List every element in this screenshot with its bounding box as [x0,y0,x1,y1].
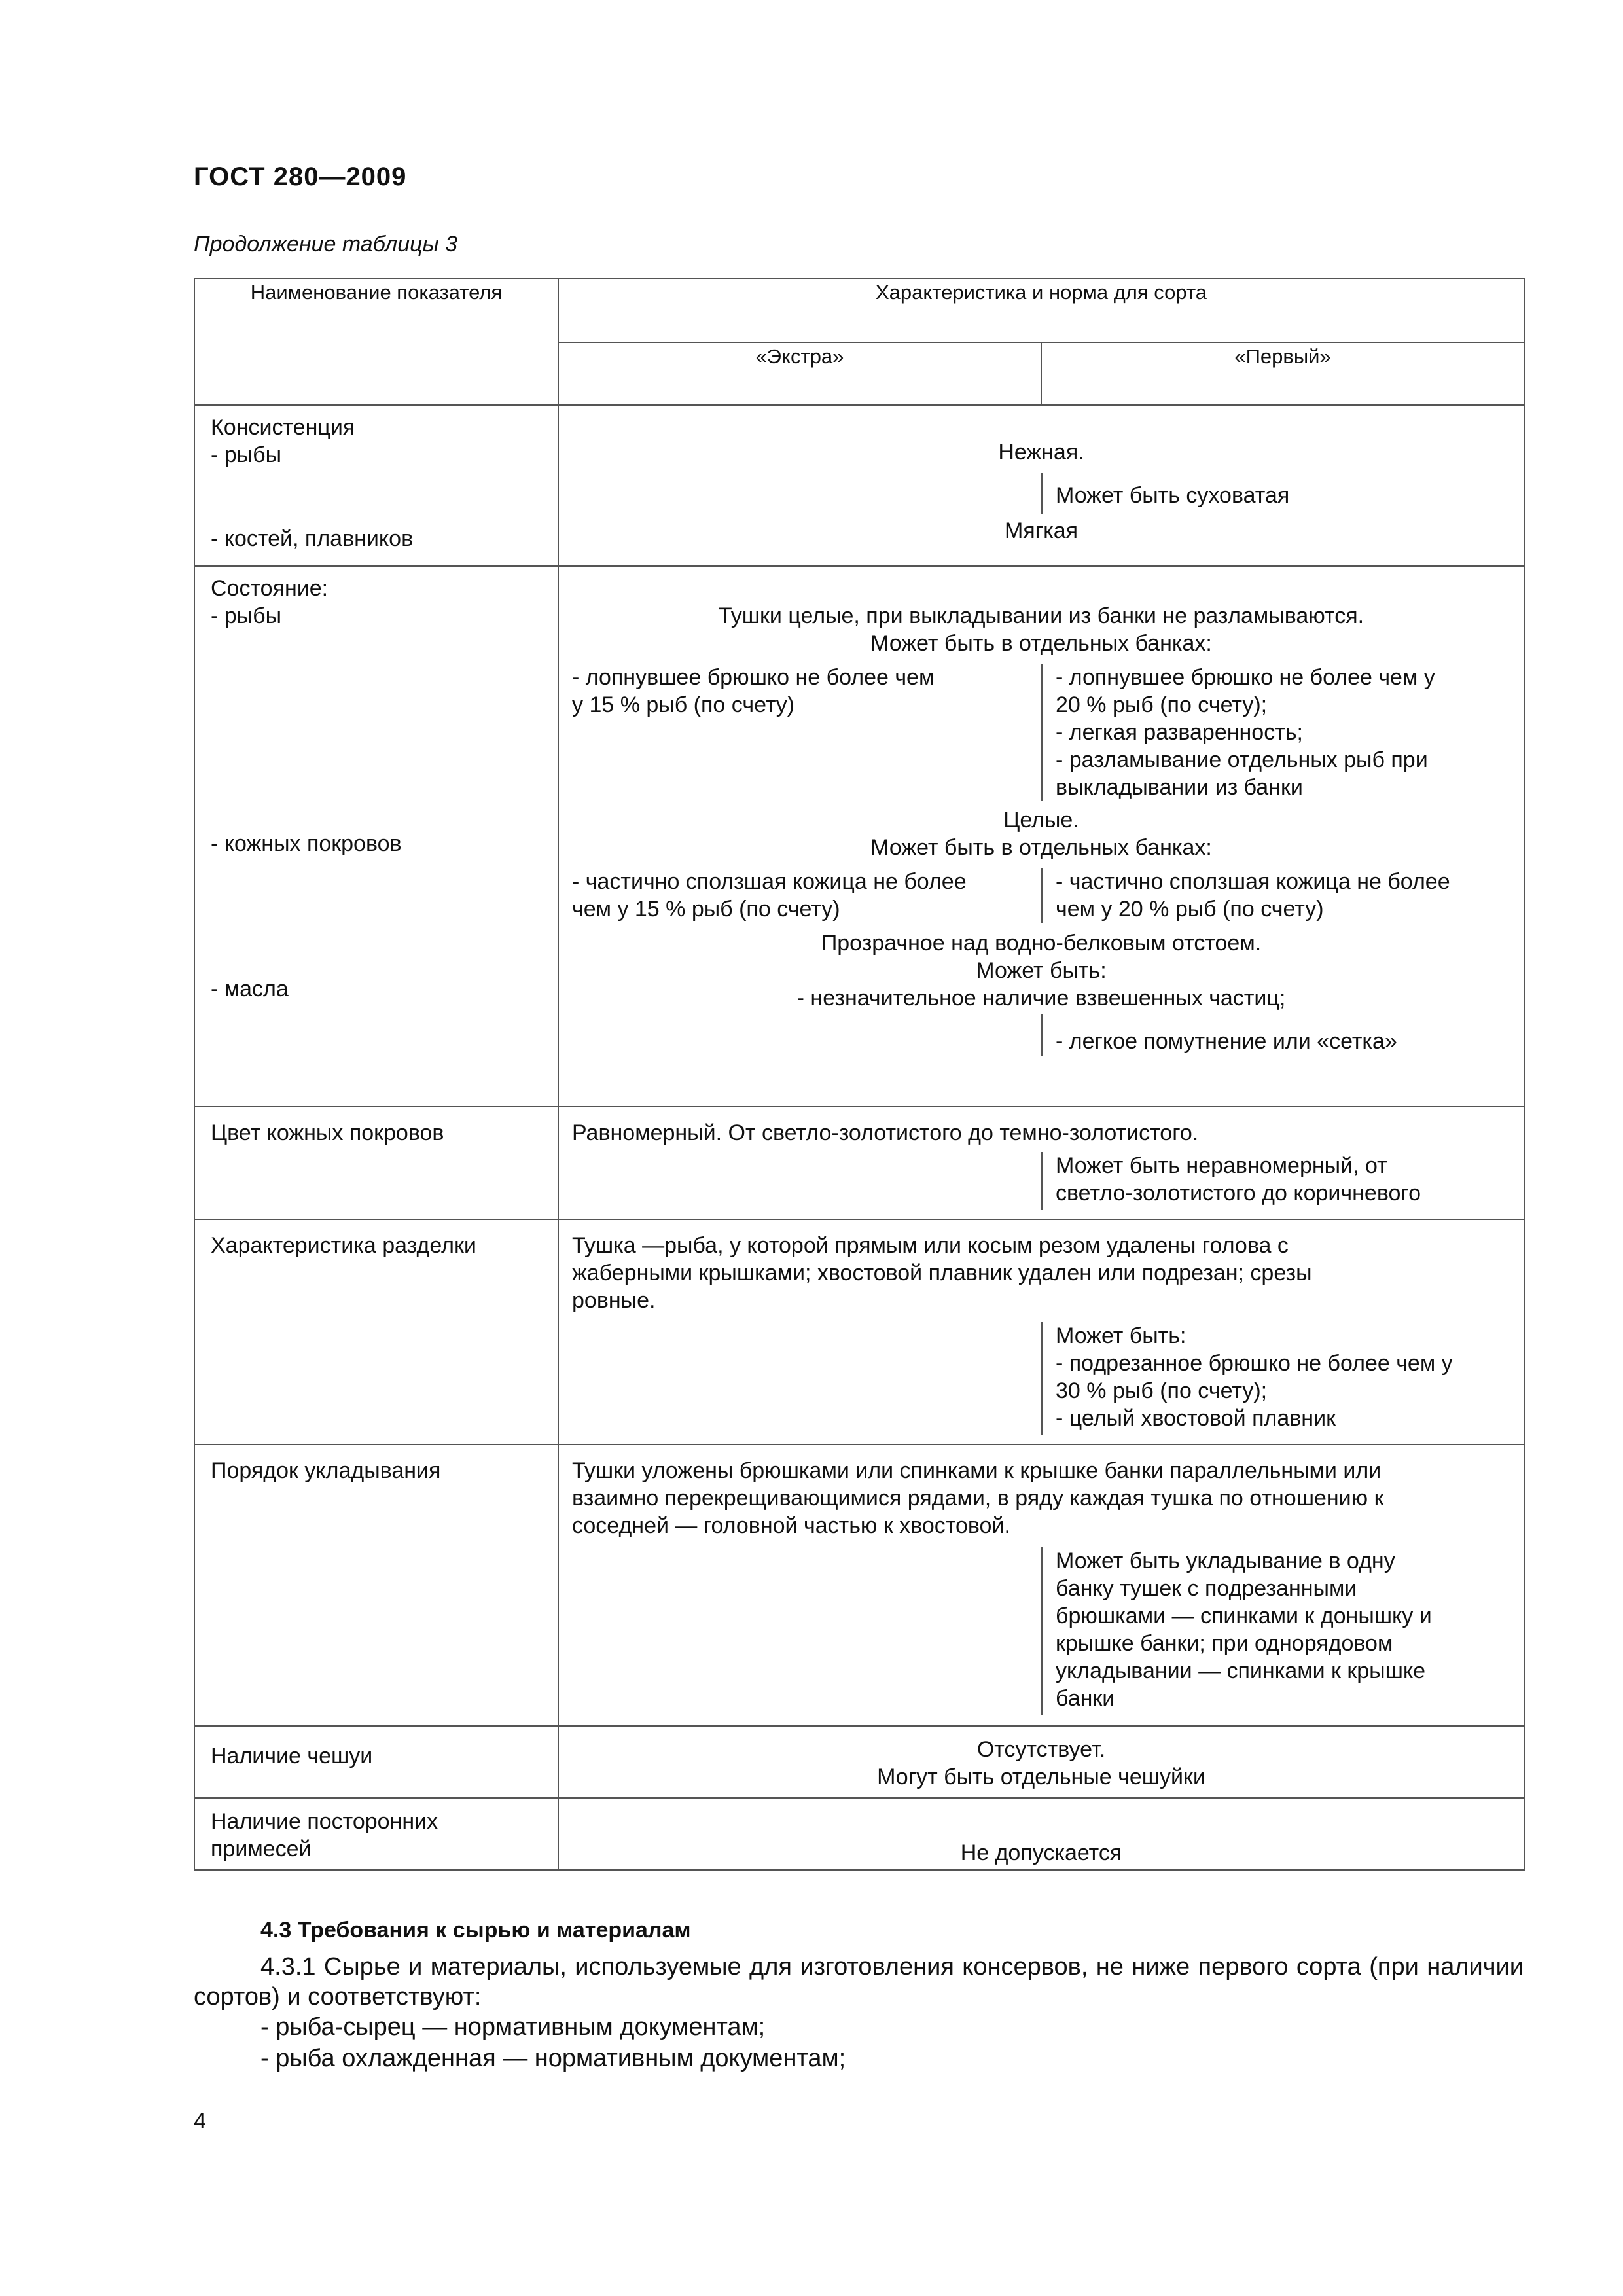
table-row [194,1444,1524,1726]
row-values-skin-color [558,1107,1524,1219]
value-line: - подрезанное брюшко не более чем у [1056,1351,1453,1376]
label-line: - масла [211,977,289,1001]
value-both: Тушки целые, при выкладывании из банки не разламываются. [718,603,1364,628]
value-line: - разламывание отдельных рыб при [1056,747,1428,772]
table-row [194,1726,1524,1798]
value-extra [559,1152,1041,1210]
table-continuation-caption: Продолжение таблицы 3 [194,232,457,257]
row-values-cutting [558,1219,1524,1444]
list-item: - рыба охлажденная — нормативным документам; [260,2045,846,2072]
value-extra [559,1014,1041,1056]
table-row [194,1107,1524,1219]
value-both: Может быть в отдельных банках: [870,631,1212,656]
page-number: 4 [194,2109,206,2134]
value-both: Прозрачное над водно-белковым отстоем. [821,931,1262,956]
document-code: ГОСТ 280—2009 [194,162,407,191]
row-label-cutting [194,1219,558,1444]
value-split [559,868,1524,923]
value-both: Целые. [1003,808,1079,833]
value-extra [559,473,1041,514]
label-line: - кожных покровов [211,831,402,856]
section-heading: 4.3 Требования к сырью и материалам [260,1918,691,1943]
header-extra: «Экстра» [558,342,1041,405]
value-first: - легкое помутнение или «сетка» [1041,1014,1524,1056]
value-both [559,1445,1524,1539]
specification-table [194,278,1525,1871]
table-row [194,1798,1524,1870]
value-line: - частично сползшая кожица не более [1056,869,1450,894]
value-line: чем у 20 % рыб (по счету) [1056,897,1324,922]
label-line: - костей, плавников [211,526,414,551]
row-values-state [558,566,1524,1107]
value-extra [559,1322,1041,1435]
row-label-impurities [194,1798,558,1870]
value-line: укладывании — спинками к крышке [1056,1659,1426,1683]
value-line: Может быть неравномерный, от [1056,1153,1387,1178]
value-first [1041,1547,1524,1715]
row-label-consistency [194,405,558,566]
value-line: ровные. [572,1288,656,1313]
value-first [1041,1322,1524,1435]
label-line: Консистенция [211,415,355,440]
header-first: «Первый» [1041,342,1524,405]
value-first: Может быть суховатая [1041,473,1524,514]
label-line: - рыбы [211,603,282,628]
value-split [559,1014,1524,1056]
label-line: Наличие чешуи [211,1744,373,1768]
value-split [559,1322,1524,1435]
value-both: Могут быть отдельные чешуйки [877,1765,1205,1789]
value-first [1041,1152,1524,1210]
value-line: выкладывании из банки [1056,775,1303,800]
value-both: Не допускается [960,1840,1122,1865]
value-both: Отсутствует. [976,1737,1106,1762]
label-line: примесей [211,1837,312,1861]
value-line: - частично сползшая кожица не более [572,869,967,894]
value-both: Может быть: [976,958,1107,983]
header-grade-group: Характеристика и норма для сорта [558,278,1524,342]
value-line: - легкая разваренность; [1056,720,1303,745]
label-line: Цвет кожных покровов [211,1121,444,1145]
value-line: жаберными крышками; хвостовой плавник удален или подрезан; срезы [572,1261,1312,1285]
value-line: крышке банки; при однорядовом [1056,1631,1393,1656]
row-label-state [194,566,558,1107]
value-line: брюшками — спинками к донышку и [1056,1604,1432,1628]
label-line: Порядок укладывания [211,1458,441,1483]
value-split [559,664,1524,801]
row-values-packing [558,1444,1524,1726]
row-values-impurities [558,1798,1524,1870]
row-values-consistency [558,405,1524,566]
row-values-scales [558,1726,1524,1798]
value-both: Равномерный. От светло-золотистого до темно-золотистого. [572,1121,1199,1145]
table-header-row [194,278,1524,342]
table-row [194,566,1524,1107]
value-line: - лопнувшее брюшко не более чем [572,665,935,690]
value-both: Может быть в отдельных банках: [870,835,1212,860]
value-both: Нежная. [998,440,1084,465]
value-split [559,1152,1524,1210]
value-line: 30 % рыб (по счету); [1056,1378,1268,1403]
value-line: Может быть укладывание в одну [1056,1549,1395,1573]
value-line: банки [1056,1686,1115,1711]
value-first [1041,664,1524,801]
value-extra [559,1547,1041,1715]
label-line: Характеристика разделки [211,1233,476,1258]
label-line: Состояние: [211,576,329,601]
value-both [559,1220,1524,1314]
value-line: соседней — головной частью к хвостовой. [572,1513,1010,1538]
value-line: Тушки уложены брюшками или спинками к крышке банки параллельными или [572,1458,1382,1483]
header-indicator-name: Наименование показателя [194,278,558,405]
table-row [194,405,1524,566]
value-both: Мягкая [1004,518,1079,543]
row-label-scales [194,1726,558,1798]
value-split [559,473,1524,514]
value-line: - целый хвостовой плавник [1056,1406,1336,1431]
value-line: - лопнувшее брюшко не более чем у [1056,665,1435,690]
value-extra [559,868,1041,923]
label-line: Наличие посторонних [211,1809,438,1834]
value-line: у 15 % рыб (по счету) [572,692,795,717]
list-item: - рыба-сырец — нормативным документам; [260,2013,766,2041]
value-line: Может быть: [1056,1323,1186,1348]
value-extra [559,664,1041,801]
value-line: чем у 15 % рыб (по счету) [572,897,840,922]
row-label-skin-color [194,1107,558,1219]
value-both: - незначительное наличие взвешенных частиц; [796,986,1286,1011]
table-row [194,1219,1524,1444]
row-label-packing [194,1444,558,1726]
value-split [559,1547,1524,1715]
label-line: - рыбы [211,442,282,467]
value-line: 20 % рыб (по счету); [1056,692,1268,717]
section-paragraph: 4.3.1 Сырье и материалы, используемые для изготовления консервов, не ниже первого сорта (при наличии сортов) и соответствуют: [194,1953,1524,2011]
value-first [1041,868,1524,923]
value-line: взаимно перекрещивающимися рядами, в ряду каждая тушка по отношению к [572,1486,1384,1511]
value-line: Тушка —рыба, у которой прямым или косым резом удалены голова с [572,1233,1289,1258]
value-line: светло-золотистого до коричневого [1056,1181,1421,1206]
value-line: банку тушек с подрезанными [1056,1576,1357,1601]
